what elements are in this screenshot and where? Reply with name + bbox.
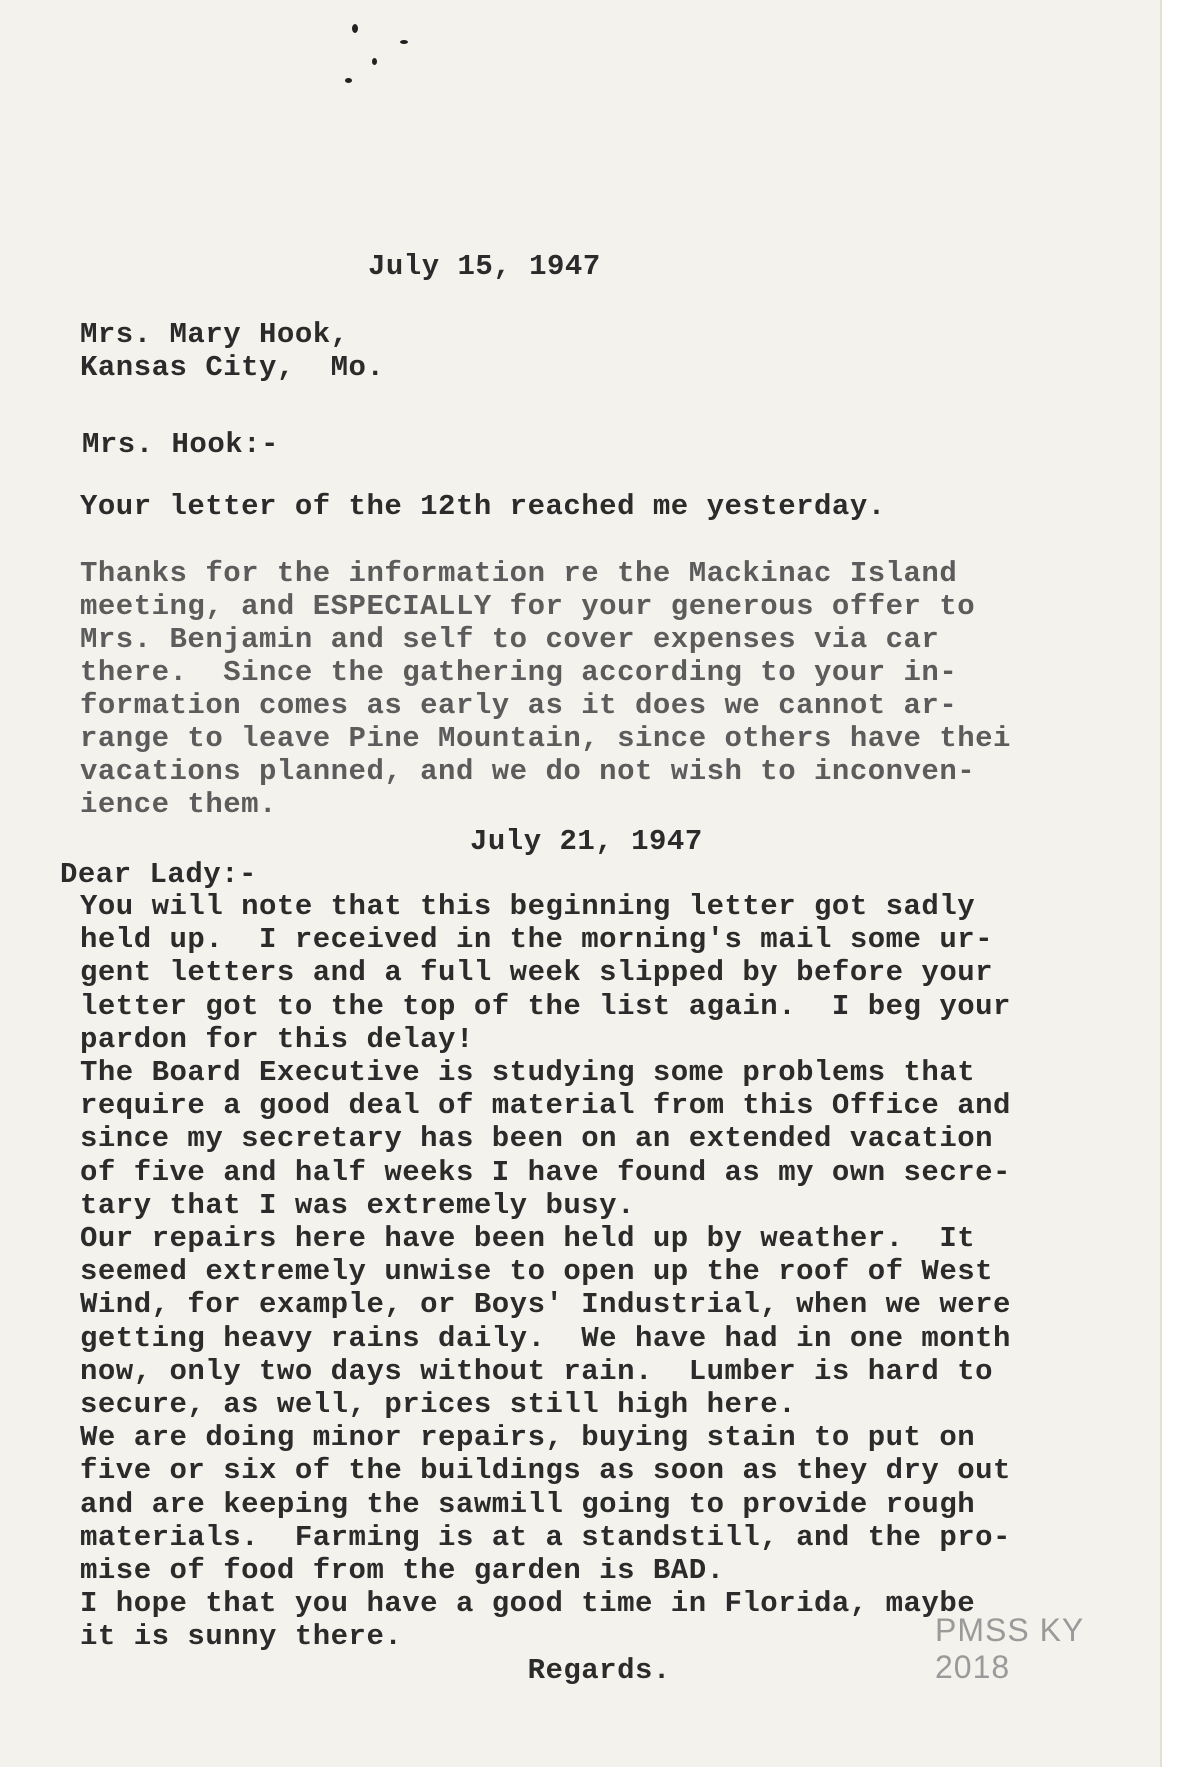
recipient-city: Kansas City, Mo. — [80, 351, 385, 384]
archive-watermark: PMSS KY 2018 — [935, 1612, 1084, 1685]
letter-body-continued: You will note that this beginning letter got sadly held up. I received in the morning's mail some ur- gent letters and a full week slipped by before your letter got to the top of the list again. I beg your pardon for this delay! The Board Executive is studying some problems that require a good deal of material from this Office and since my secretary has been on an extended vacation of five and half weeks I have found as my own secre- tary that I was extremely busy. Our repairs here have been held up by weather. It seemed extremely unwise to open up the roof of West Wind, for example, or Boys' Industrial, when we were getting heavy rains daily. We have had in one month now, only two days without rain. Lumber is hard to secure, as well, prices still high here. We are doing minor repairs, buying stain to put on five or six of the buildings as soon as they dry out and are keeping the sawmill going to provide rough materials. Farming is at a standstill, and the pro- mise of food from the garden is BAD. I hope that you have a good time in Florida, maybe it is sunny there. Regards. — [80, 890, 1011, 1687]
ink-blot — [345, 78, 352, 83]
paragraph-mackinac-meeting: Thanks for the information re the Mackinac Island meeting, and ESPECIALLY for your generous offer to Mrs. Benjamin and self to cover expenses via car there. Since the gathering according to your in- formation comes as early as it does we cannot ar- range to leave Pine Mountain, since others have thei vacations planned, and we do not wish to inconven- ience them. — [80, 557, 1011, 821]
salutation-second: Dear Lady:- — [60, 858, 257, 891]
ink-blot — [372, 58, 377, 65]
letter-date-first: July 15, 1947 — [368, 250, 601, 283]
recipient-name: Mrs. Mary Hook, — [80, 318, 349, 351]
letter-date-second: July 21, 1947 — [470, 825, 703, 858]
recipient-address — [80, 318, 384, 384]
salutation-first: Mrs. Hook:- — [82, 428, 279, 461]
ink-blot — [352, 24, 358, 33]
paragraph-letter-received: Your letter of the 12th reached me yesterday. — [80, 490, 886, 523]
ink-blot — [400, 40, 408, 44]
